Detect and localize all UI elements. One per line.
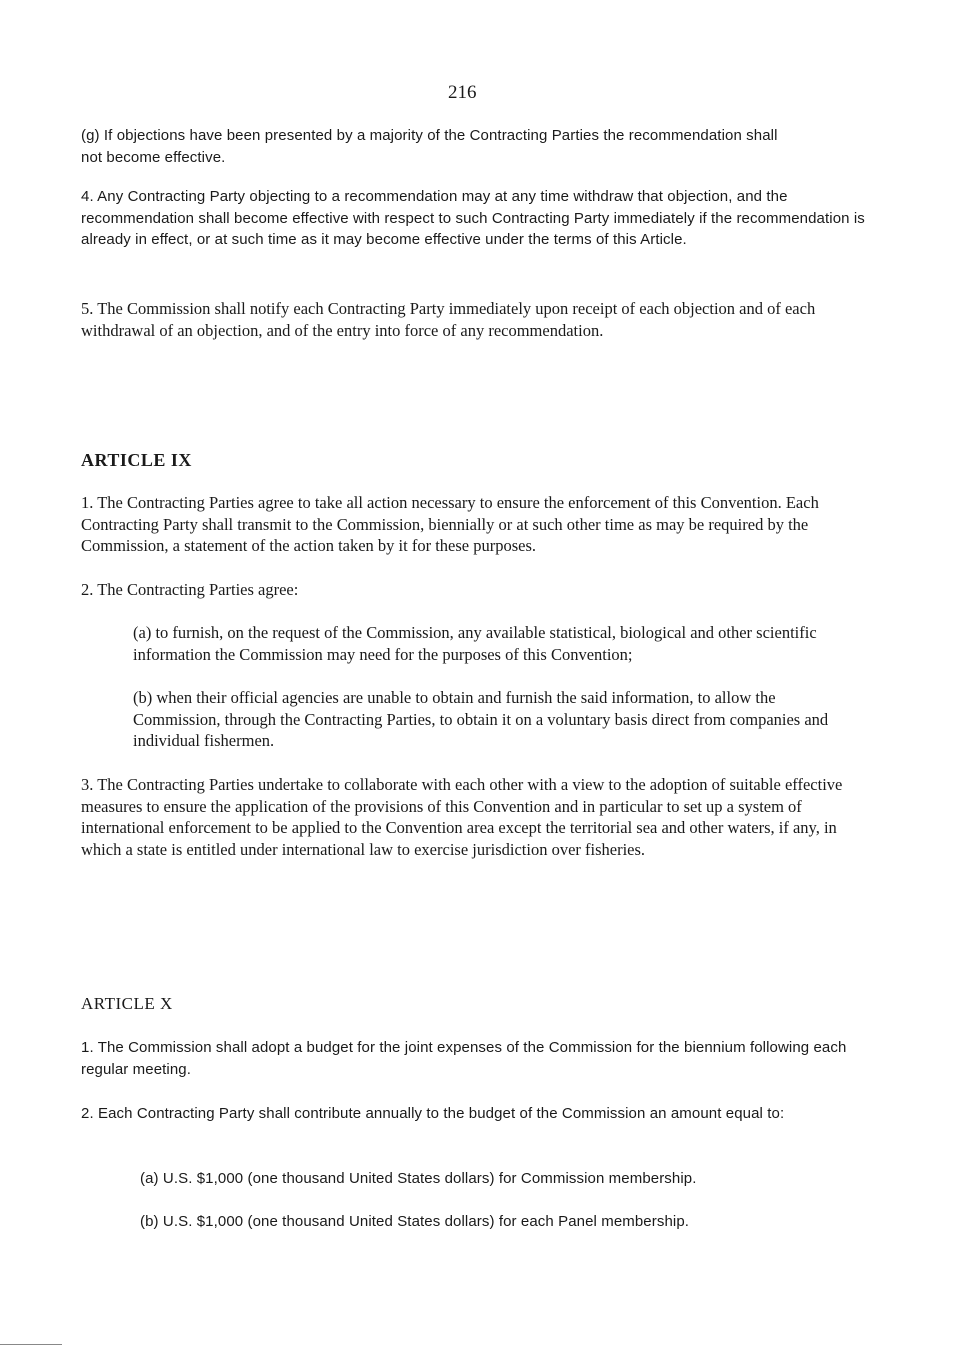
article-ix-paragraph-2a: (a) to furnish, on the request of the Commission, any available statistical, biological and other scientific information the Commission may need for the purposes of this Convention; — [133, 623, 817, 664]
article-ix-paragraph-1: 1. The Contracting Parties agree to take all action necessary to ensure the enforcement of this Convention. Each Contracting Party shall transmit to the Commission, biennially or at such other time as may be required by the Commission, a statement of the action taken by it for these purposes. — [81, 493, 819, 555]
article-x-paragraph-2b: (b) U.S. $1,000 (one thousand United States dollars) for each Panel membership. — [140, 1213, 690, 1230]
article-x-heading: ARTICLE X — [81, 994, 173, 1013]
article-x-paragraph-1: 1. The Commission shall adopt a budget for the joint expenses of the Commission for the biennium following each regular meeting. — [81, 1039, 847, 1078]
article-x-paragraph-2: 2. Each Contracting Party shall contribute annually to the budget of the Commission an amount equal to: — [81, 1105, 785, 1122]
article-ix-paragraph-2b: (b) when their official agencies are unable to obtain and furnish the said information, to allow the Commission, through the Contracting Parties, to obtain it on a voluntary basis direct from companies and individual fishermen. — [133, 688, 829, 750]
article-ix-heading: ARTICLE IX — [81, 450, 192, 470]
paragraph-g: (g) If objections have been presented by a majority of the Contracting Parties the recommendation shall not become effective. — [81, 127, 778, 166]
page-number: 216 — [448, 82, 477, 103]
paragraph-5: 5. The Commission shall notify each Contracting Party immediately upon receipt of each objection and of each withdrawal of an objection, and of the entry into force of any recommendation. — [81, 299, 816, 340]
scan-edge-mark — [0, 1344, 62, 1345]
article-ix-paragraph-3: 3. The Contracting Parties undertake to collaborate with each other with a view to the adoption of suitable effective measures to ensure the application of the provisions of this Convention and in particular to set up a system of international enforcement to be applied to the Convention area except the territorial sea and other waters, if any, in which a state is entitled under international law to exercise jurisdiction over fisheries. — [81, 775, 843, 859]
article-x-paragraph-2a: (a) U.S. $1,000 (one thousand United States dollars) for Commission membership. — [140, 1170, 697, 1187]
paragraph-4: 4. Any Contracting Party objecting to a recommendation may at any time withdraw that objection, and the recommendation shall become effective with respect to such Contracting Party immediately if the recommendation is already in effect, or at such time as it may become effective under the terms of this Article. — [81, 188, 865, 248]
article-ix-paragraph-2: 2. The Contracting Parties agree: — [81, 580, 299, 599]
